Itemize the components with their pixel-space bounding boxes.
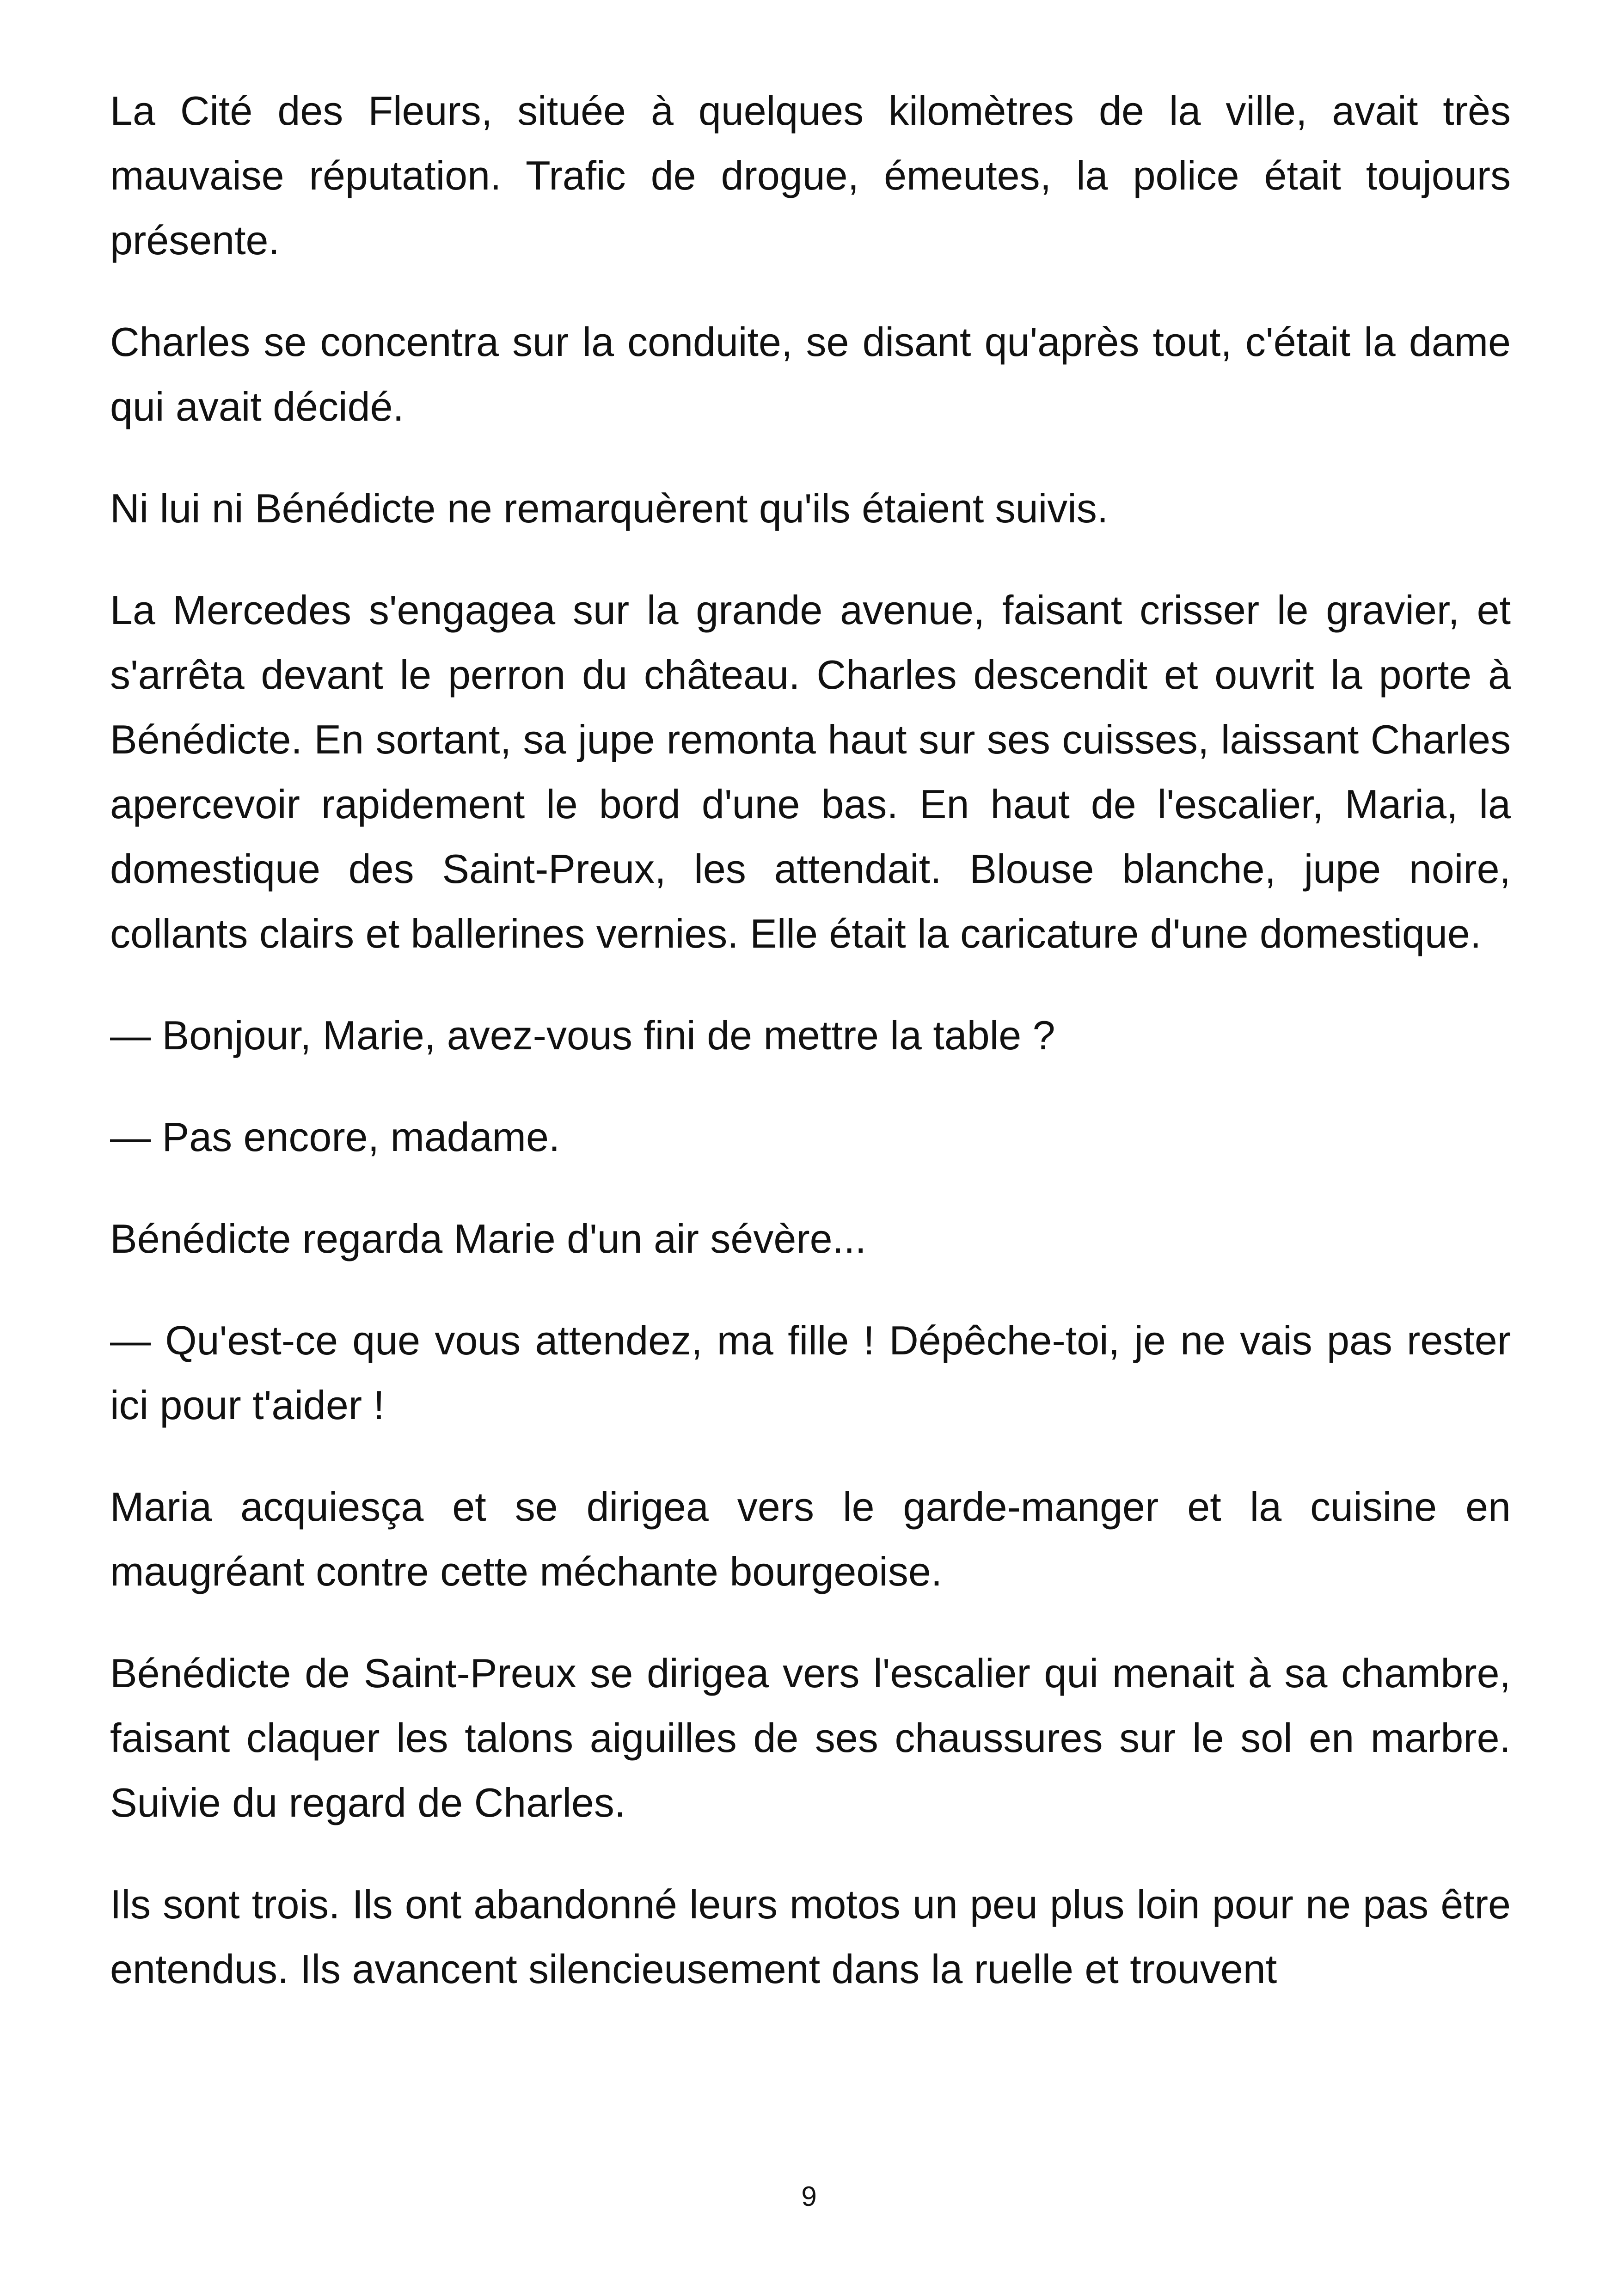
dialogue-line: — Bonjour, Marie, avez-vous fini de mettre la table ?	[110, 1012, 1055, 1058]
paragraph: Ils sont trois. Ils ont abandonné leurs motos un peu plus loin pour ne pas être entendus. Ils avancent silencieusement dans la ruelle et trouvent	[110, 1881, 1511, 1992]
body-text	[110, 79, 1511, 2002]
paragraph: Bénédicte de Saint-Preux se dirigea vers l'escalier qui menait à sa chambre, faisant claquer les talons aiguilles de ses chaussures sur le sol en marbre. Suivie du regard de Charles.	[110, 1650, 1511, 1825]
dialogue-line: — Pas encore, madame.	[110, 1114, 560, 1160]
paragraph: Maria acquiesça et se dirigea vers le garde-manger et la cuisine en maugréant contre cette méchante bourgeoise.	[110, 1484, 1511, 1594]
page-number: 9	[801, 2181, 817, 2212]
paragraph: La Cité des Fleurs, située à quelques kilomètres de la ville, avait très mauvaise réputation. Trafic de drogue, émeutes, la police était toujours présente.	[110, 88, 1511, 263]
paragraph: Ni lui ni Bénédicte ne remarquèrent qu'ils étaient suivis.	[110, 485, 1109, 531]
paragraph: Bénédicte regarda Marie d'un air sévère...	[110, 1216, 866, 1261]
dialogue-line: — Qu'est-ce que vous attendez, ma fille ! Dépêche-toi, je ne vais pas rester ici pour t'aider !	[110, 1317, 1511, 1428]
paragraph: Charles se concentra sur la conduite, se disant qu'après tout, c'était la dame qui avait décidé.	[110, 319, 1511, 429]
paragraph: La Mercedes s'engagea sur la grande avenue, faisant crisser le gravier, et s'arrêta devant le perron du château. Charles descendit et ouvrit la porte à Bénédicte. En sortant, sa jupe remonta haut sur ses cuisses, laissant Charles apercevoir rapidement le bord d'une bas. En haut de l'escalier, Maria, la domestique des Saint-Preux, les attendait. Blouse blanche, jupe noire, collants clairs et ballerines vernies. Elle était la caricature d'une domestique.	[110, 587, 1511, 956]
